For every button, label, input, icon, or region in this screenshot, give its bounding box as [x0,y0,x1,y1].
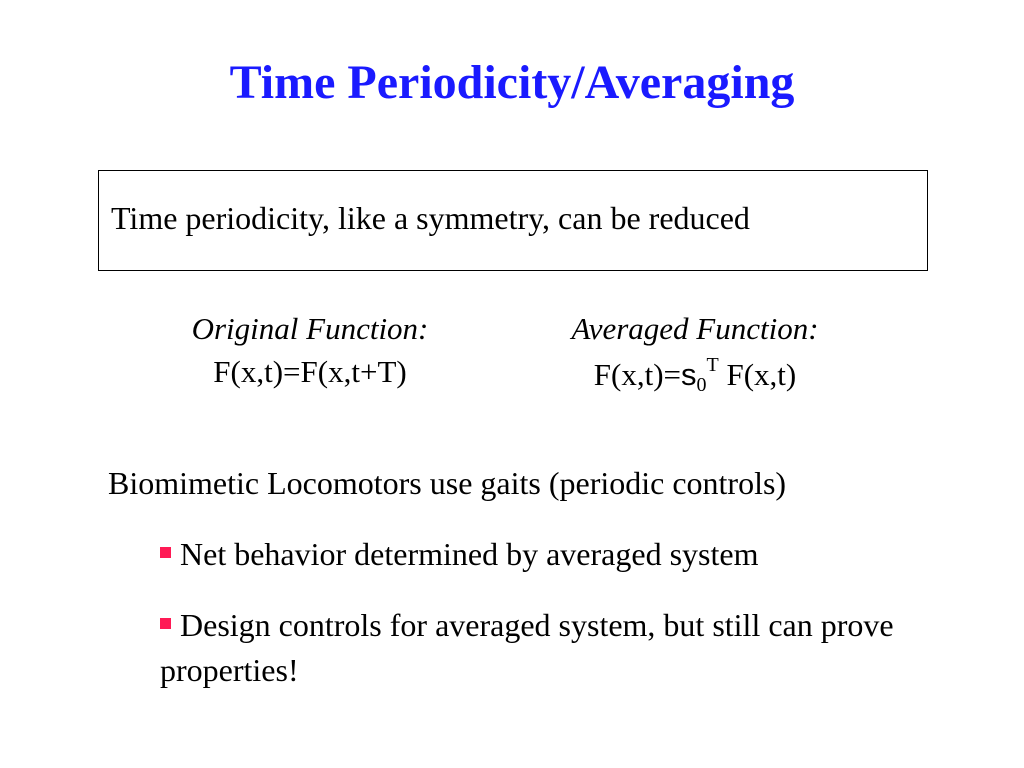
slide-title: Time Periodicity/Averaging [229,56,795,109]
integral-lower-bound: 0 [696,374,707,397]
integral-upper-bound: T [706,354,719,377]
square-bullet-icon [160,618,171,629]
bullet-item [160,603,960,693]
square-bullet-icon [160,547,171,558]
bullet-item [160,532,960,577]
integral-symbol: s [681,357,697,393]
averaged-formula-prefix: F(x,t)= [593,357,681,393]
averaged-function-formula [525,353,865,397]
intro-line: Biomimetic Locomotors use gaits (periodic controls) [108,465,787,501]
original-function-label: Original Function: [191,311,429,346]
original-function-formula: F(x,t)=F(x,t+T) [213,354,407,390]
averaged-function [525,310,865,397]
boxed-statement-text: Time periodicity, like a symmetry, can be reduced [111,200,750,236]
original-function [150,310,470,390]
boxed-statement [98,170,928,271]
bullet-text: Net behavior determined by averaged system [180,536,759,572]
averaged-formula-suffix: F(x,t) [718,357,797,393]
averaged-function-label: Averaged Function: [571,311,819,346]
bullet-text: Design controls for averaged system, but still can prove properties! [160,607,894,688]
